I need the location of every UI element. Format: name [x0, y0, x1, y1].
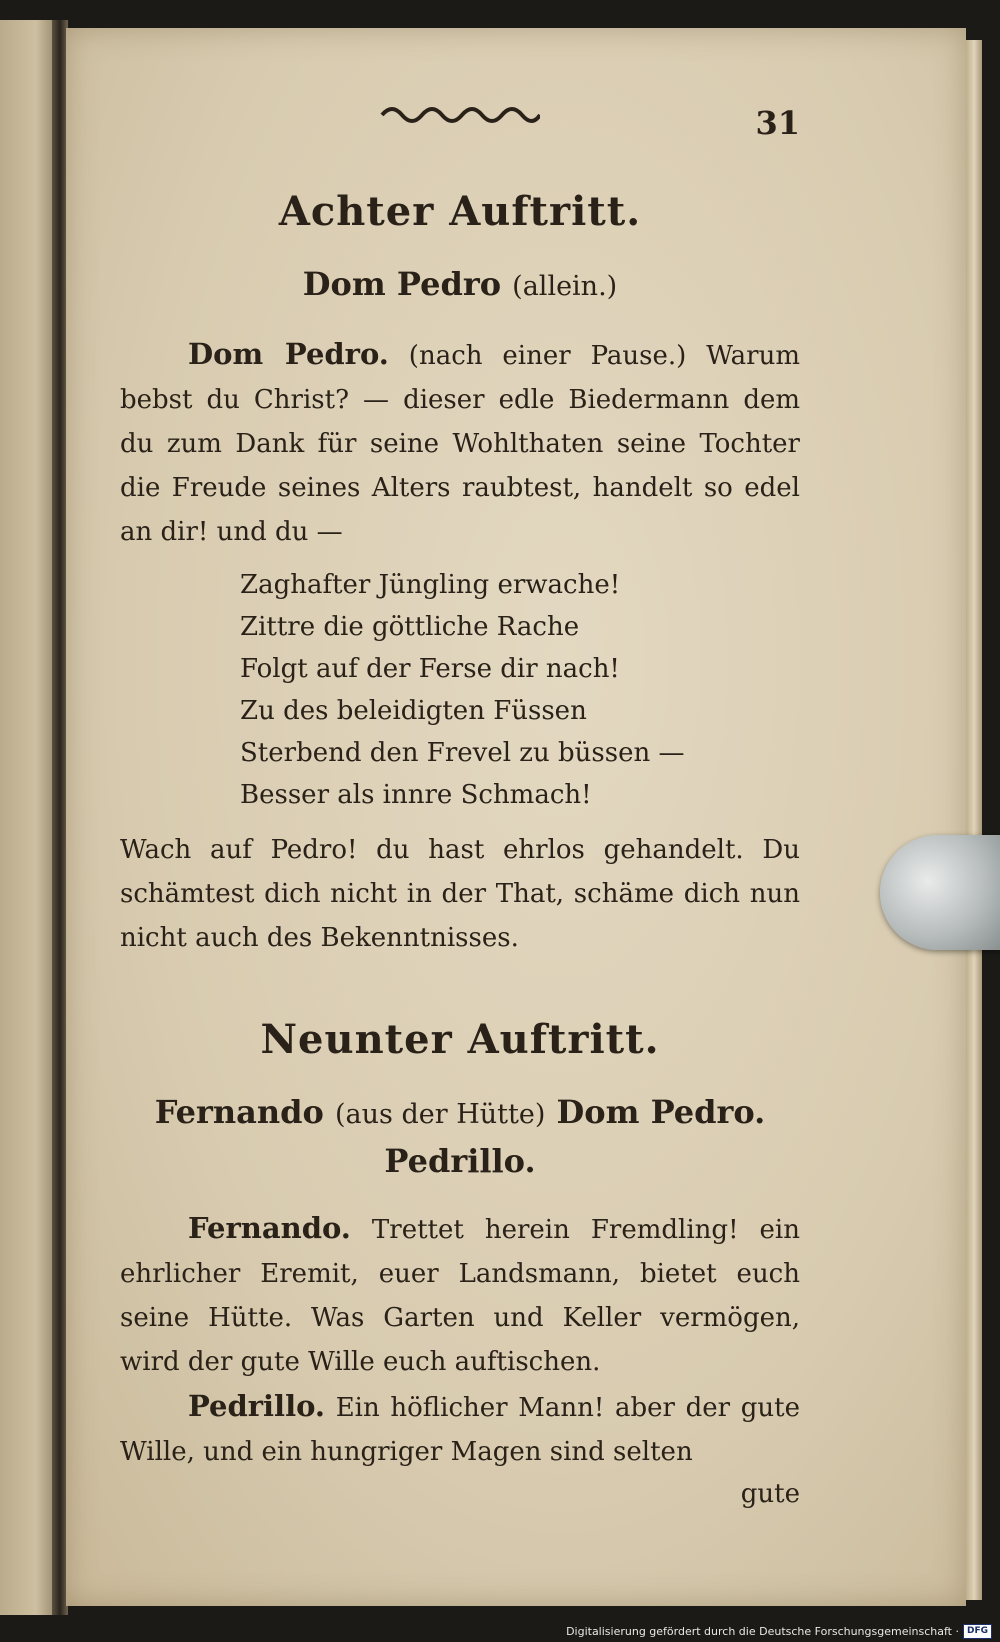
page-number: 31: [755, 104, 800, 142]
speech-continuation: Wach auf Pedro! du hast ehrlos gehandelt. Du schämtest dich nicht in der That, schäme dich nun nicht auch des Bekenntnisses.: [120, 835, 800, 953]
speech-dom-pedro: [120, 332, 800, 554]
verse-block: [240, 564, 800, 816]
header-row: [120, 100, 800, 150]
verse-line: Zu des beleidigten Füssen: [240, 696, 587, 726]
facing-page: [0, 20, 60, 1615]
speech-text: Ein höflicher Mann! aber der gute Wille, und ein hungriger Magen sind selten: [120, 1393, 800, 1467]
dfg-logo: DFG: [963, 1624, 992, 1639]
catchword: gute: [740, 1479, 800, 1509]
digitization-credit: [566, 1624, 992, 1639]
speech-text: (nach einer Pause.) Warum bebst du Christ? — dieser edle Biedermann dem du zum Dank für seine Wohlthaten seine Tochter die Freude seines Alters raubtest, handelt so edel an dir! und du —: [120, 341, 800, 547]
verse-line: Zittre die göttliche Rache: [240, 612, 580, 642]
cast-name: Pedrillo.: [384, 1142, 536, 1180]
cast-note: (aus der Hütte): [335, 1099, 546, 1130]
page-clip: [880, 835, 1000, 950]
scene-title-9: Neunter Auftritt.: [260, 1016, 660, 1063]
verse-line: Besser als innre Schmach!: [240, 780, 592, 810]
speech-fernando: [120, 1206, 800, 1384]
speaker-name: Dom Pedro.: [188, 337, 389, 371]
cast-name: Dom Pedro: [302, 265, 502, 303]
speaker-name: Fernando.: [188, 1211, 351, 1245]
cast-list-9: [120, 1089, 800, 1184]
scene-title-8: Achter Auftritt.: [278, 188, 642, 235]
speaker-name: Pedrillo.: [188, 1389, 326, 1423]
cast-list-8: [120, 261, 800, 310]
credit-text: Digitalisierung gefördert durch die Deutsche Forschungsgemeinschaft ·: [566, 1625, 959, 1638]
verse-line: Zaghafter Jüngling erwache!: [240, 570, 621, 600]
page-content: [120, 100, 800, 1512]
speech-pedrillo: [120, 1384, 800, 1474]
cast-name: Fernando: [154, 1093, 324, 1131]
speech-text: Trettet herein Fremdling! ein ehrlicher Eremit, euer Landsmann, bietet euch seine Hütte. Was Garten und Keller vermögen, wird der gute Wille euch auftischen.: [120, 1215, 800, 1377]
verse-line: Folgt auf der Ferse dir nach!: [240, 654, 620, 684]
ornament-icon: [380, 100, 540, 130]
verse-line: Sterbend den Frevel zu büssen —: [240, 738, 685, 768]
cast-note: (allein.): [512, 271, 618, 302]
cast-name: Dom Pedro.: [556, 1093, 766, 1131]
